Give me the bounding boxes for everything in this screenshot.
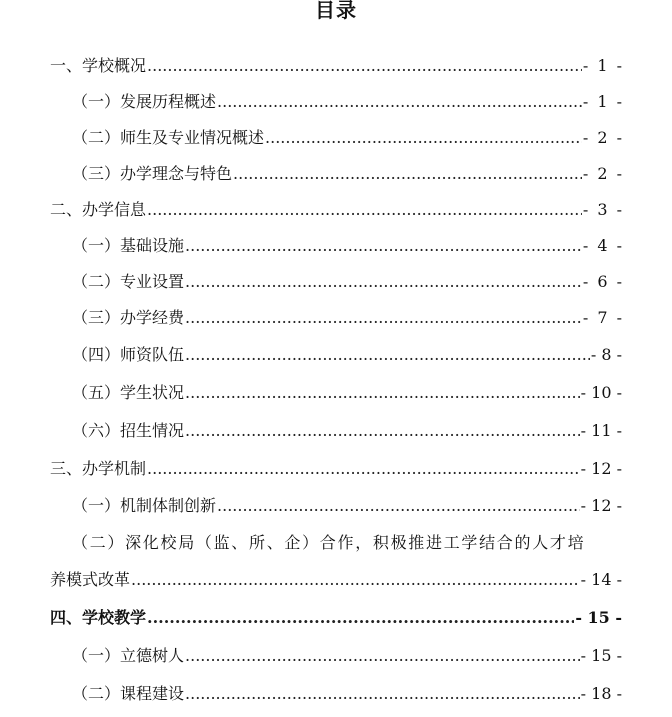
toc-entry[interactable] xyxy=(72,383,622,403)
toc-leader-dots xyxy=(131,570,580,590)
toc-page-number: - 1 - xyxy=(582,92,622,111)
toc-page-number: - 15 - xyxy=(580,646,622,665)
toc-entry[interactable] xyxy=(72,92,622,112)
toc-leader-dots xyxy=(185,383,580,403)
toc-entry[interactable] xyxy=(50,608,622,628)
toc-page-number: - 10 - xyxy=(580,383,622,402)
toc-entry-label: （一）立德树人 xyxy=(72,646,185,665)
toc-entry[interactable] xyxy=(72,345,622,365)
toc-leader-dots xyxy=(185,421,580,441)
toc-page-number: - 12 - xyxy=(580,459,622,478)
toc-entry-label-line1[interactable]: （二）深化校局（监、所、企）合作，积极推进工学结合的人才培 xyxy=(72,533,586,552)
toc-entry-label: （三）办学经费 xyxy=(72,308,185,327)
toc-entry-label-line2: 养模式改革 xyxy=(50,570,131,589)
toc-page-number: - 18 - xyxy=(580,684,622,703)
toc-entry-label: （五）学生状况 xyxy=(72,383,185,402)
toc-title: 目录 xyxy=(315,0,357,22)
toc-entry[interactable] xyxy=(50,56,622,76)
toc-entry-label: （三）办学理念与特色 xyxy=(72,164,233,183)
toc-leader-dots xyxy=(233,164,582,184)
toc-entry-label: （四）师资队伍 xyxy=(72,345,185,364)
toc-entry-label: 四、学校教学 xyxy=(50,608,147,627)
toc-leader-dots xyxy=(265,128,582,148)
toc-entry[interactable] xyxy=(72,128,622,148)
toc-page-number: - 2 - xyxy=(582,164,622,183)
toc-entry[interactable] xyxy=(72,272,622,292)
toc-entry-label: （一）基础设施 xyxy=(72,236,185,255)
toc-entry[interactable] xyxy=(72,684,622,704)
toc-entry[interactable] xyxy=(50,200,622,220)
toc-entry-label: （一）发展历程概述 xyxy=(72,92,217,111)
toc-entry[interactable] xyxy=(72,308,622,328)
toc-entry[interactable] xyxy=(72,236,622,256)
toc-leader-dots xyxy=(217,496,580,516)
toc-page-number: - 4 - xyxy=(582,236,622,255)
toc-leader-dots xyxy=(147,608,574,628)
toc-entry-label: 一、学校概况 xyxy=(50,56,147,75)
toc-page-number: - 15 - xyxy=(575,608,622,627)
toc-entry-label: （六）招生情况 xyxy=(72,421,185,440)
toc-entry[interactable] xyxy=(50,459,622,479)
toc-entry[interactable] xyxy=(50,570,622,590)
toc-leader-dots xyxy=(217,92,582,112)
toc-entry[interactable] xyxy=(72,496,622,516)
toc-entry[interactable] xyxy=(72,164,622,184)
toc-leader-dots xyxy=(147,459,580,479)
toc-page-number: - 3 - xyxy=(582,200,622,219)
toc-page-number: - 8 - xyxy=(590,345,622,364)
toc-page-number: - 2 - xyxy=(582,128,622,147)
toc-page-number: - 1 - xyxy=(582,56,622,75)
toc-leader-dots xyxy=(185,308,582,328)
toc-leader-dots xyxy=(147,56,582,76)
toc-leader-dots xyxy=(147,200,582,220)
toc-leader-dots xyxy=(185,646,580,666)
toc-page-number: - 6 - xyxy=(582,272,622,291)
toc-entry-label: 二、办学信息 xyxy=(50,200,147,219)
toc-leader-dots xyxy=(185,345,590,365)
toc-entry[interactable] xyxy=(72,421,622,441)
toc-entry-label: （二）课程建设 xyxy=(72,684,185,703)
toc-entry-label: （二）专业设置 xyxy=(72,272,185,291)
toc-page-number: - 7 - xyxy=(582,308,622,327)
toc-entry[interactable] xyxy=(72,646,622,666)
toc-leader-dots xyxy=(185,236,582,256)
toc-entry-label: 三、办学机制 xyxy=(50,459,147,478)
toc-leader-dots xyxy=(185,684,580,704)
toc-page-number: - 11 - xyxy=(580,421,622,440)
toc-page-number: - 12 - xyxy=(580,496,622,515)
toc-leader-dots xyxy=(185,272,582,292)
toc-page-number: - 14 - xyxy=(580,570,622,589)
toc-entry-label: （一）机制体制创新 xyxy=(72,496,217,515)
toc-entry-label: （二）师生及专业情况概述 xyxy=(72,128,265,147)
